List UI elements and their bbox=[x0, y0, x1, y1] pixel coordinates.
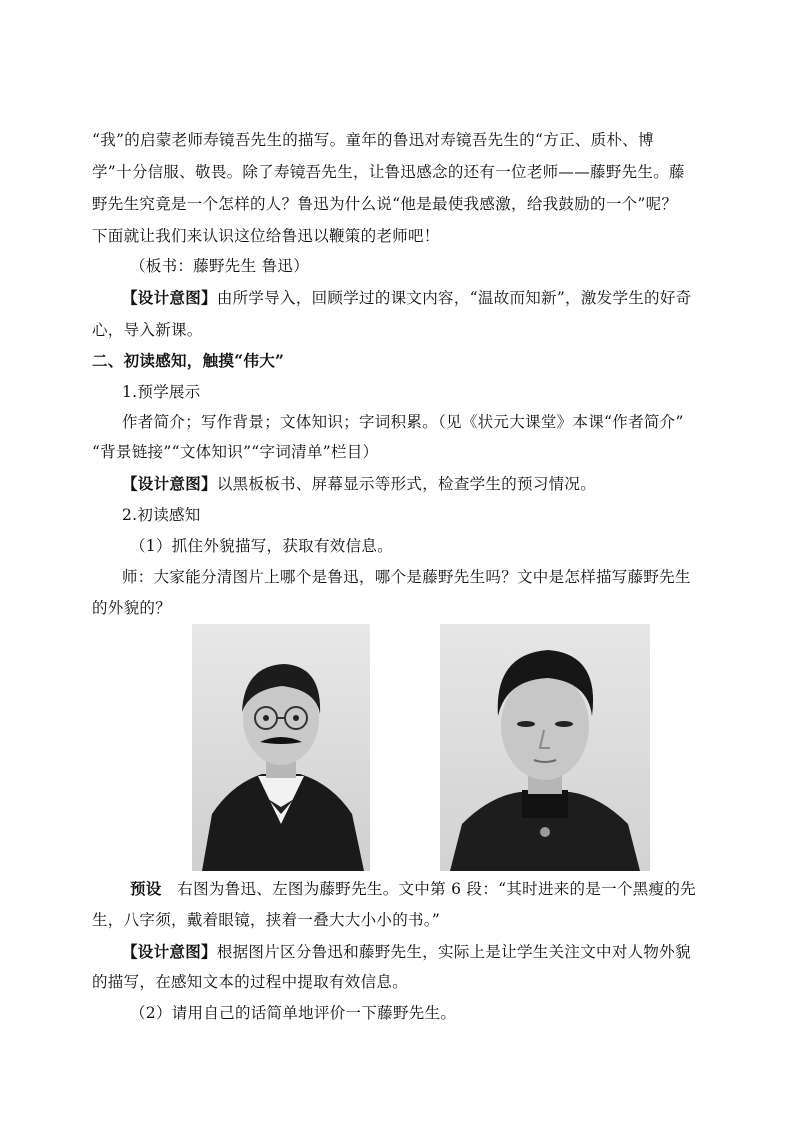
paragraph-line: 师：大家能分清图片上哪个是鲁迅，哪个是藤野先生吗？文中是怎样描写藤野先生 bbox=[122, 568, 691, 586]
preset-label: 预设 bbox=[130, 879, 162, 898]
paragraph-line: （2）请用自己的话简单地评价一下藤野先生。 bbox=[130, 1004, 457, 1022]
fujino-photo bbox=[192, 624, 370, 871]
design-intent-paragraph bbox=[122, 282, 734, 314]
preset-paragraph bbox=[130, 873, 742, 905]
paragraph-line: 心，导入新课。 bbox=[92, 321, 203, 339]
design-intent-paragraph bbox=[122, 468, 734, 500]
paragraph-line: 野先生究竟是一个怎样的人？鲁迅为什么说“他是最使我感激，给我鼓励的一个”呢？ bbox=[92, 195, 678, 213]
paragraph-line: （1）抓住外貌描写，获取有效信息。 bbox=[130, 537, 393, 555]
design-intent-label: 【设计意图】 bbox=[122, 474, 217, 493]
paragraph-line: 学”十分信服、敬畏。除了寿镜吾先生，让鲁迅感念的还有一位老师——藤野先生。藤 bbox=[92, 163, 685, 181]
luxun-photo bbox=[440, 624, 650, 871]
design-intent-text: 根据图片区分鲁迅和藤野先生，实际上是让学生关注文中对人物外貌 bbox=[216, 943, 691, 961]
paragraph-line: 生，八字须，戴着眼镜，挟着一叠大大小小的书。” bbox=[92, 911, 441, 929]
paragraph-line: 的外貌的？ bbox=[92, 599, 172, 617]
subsection-heading: 1.预学展示 bbox=[122, 383, 201, 401]
paragraph-line: “背景链接”“文体知识”“字词清单”栏目） bbox=[92, 443, 379, 461]
design-intent-text: 由所学导入，回顾学过的课文内容，“温故而知新”，激发学生的好奇 bbox=[216, 289, 692, 307]
design-intent-text: 以黑板板书、屏幕显示等形式，检查学生的预习情况。 bbox=[216, 475, 597, 493]
subsection-heading: 2.初读感知 bbox=[122, 506, 201, 524]
blackboard-note: （板书：藤野先生 鲁迅） bbox=[130, 257, 310, 275]
paragraph-line: “我”的启蒙老师寿镜吾先生的描写。童年的鲁迅对寿镜吾先生的“方正、质朴、博 bbox=[92, 131, 654, 149]
design-intent-paragraph bbox=[122, 936, 734, 968]
paragraph-line: 作者简介；写作背景；文体知识；字词积累。（见《状元大课堂》本课“作者简介” bbox=[122, 413, 684, 431]
section-heading: 二、初读感知，触摸“伟大” bbox=[92, 351, 285, 370]
paragraph-line: 下面就让我们来认识这位给鲁迅以鞭策的老师吧！ bbox=[92, 227, 440, 245]
fujino-portrait-image bbox=[192, 624, 370, 871]
design-intent-label: 【设计意图】 bbox=[122, 942, 217, 961]
paragraph-line: 的描写，在感知文本的过程中提取有效信息。 bbox=[92, 973, 409, 991]
design-intent-label: 【设计意图】 bbox=[122, 288, 217, 307]
preset-text: 右图为鲁迅、左图为藤野先生。文中第 6 段：“其时进来的是一个黑瘦的先 bbox=[177, 880, 696, 898]
luxun-portrait-image bbox=[440, 624, 650, 871]
